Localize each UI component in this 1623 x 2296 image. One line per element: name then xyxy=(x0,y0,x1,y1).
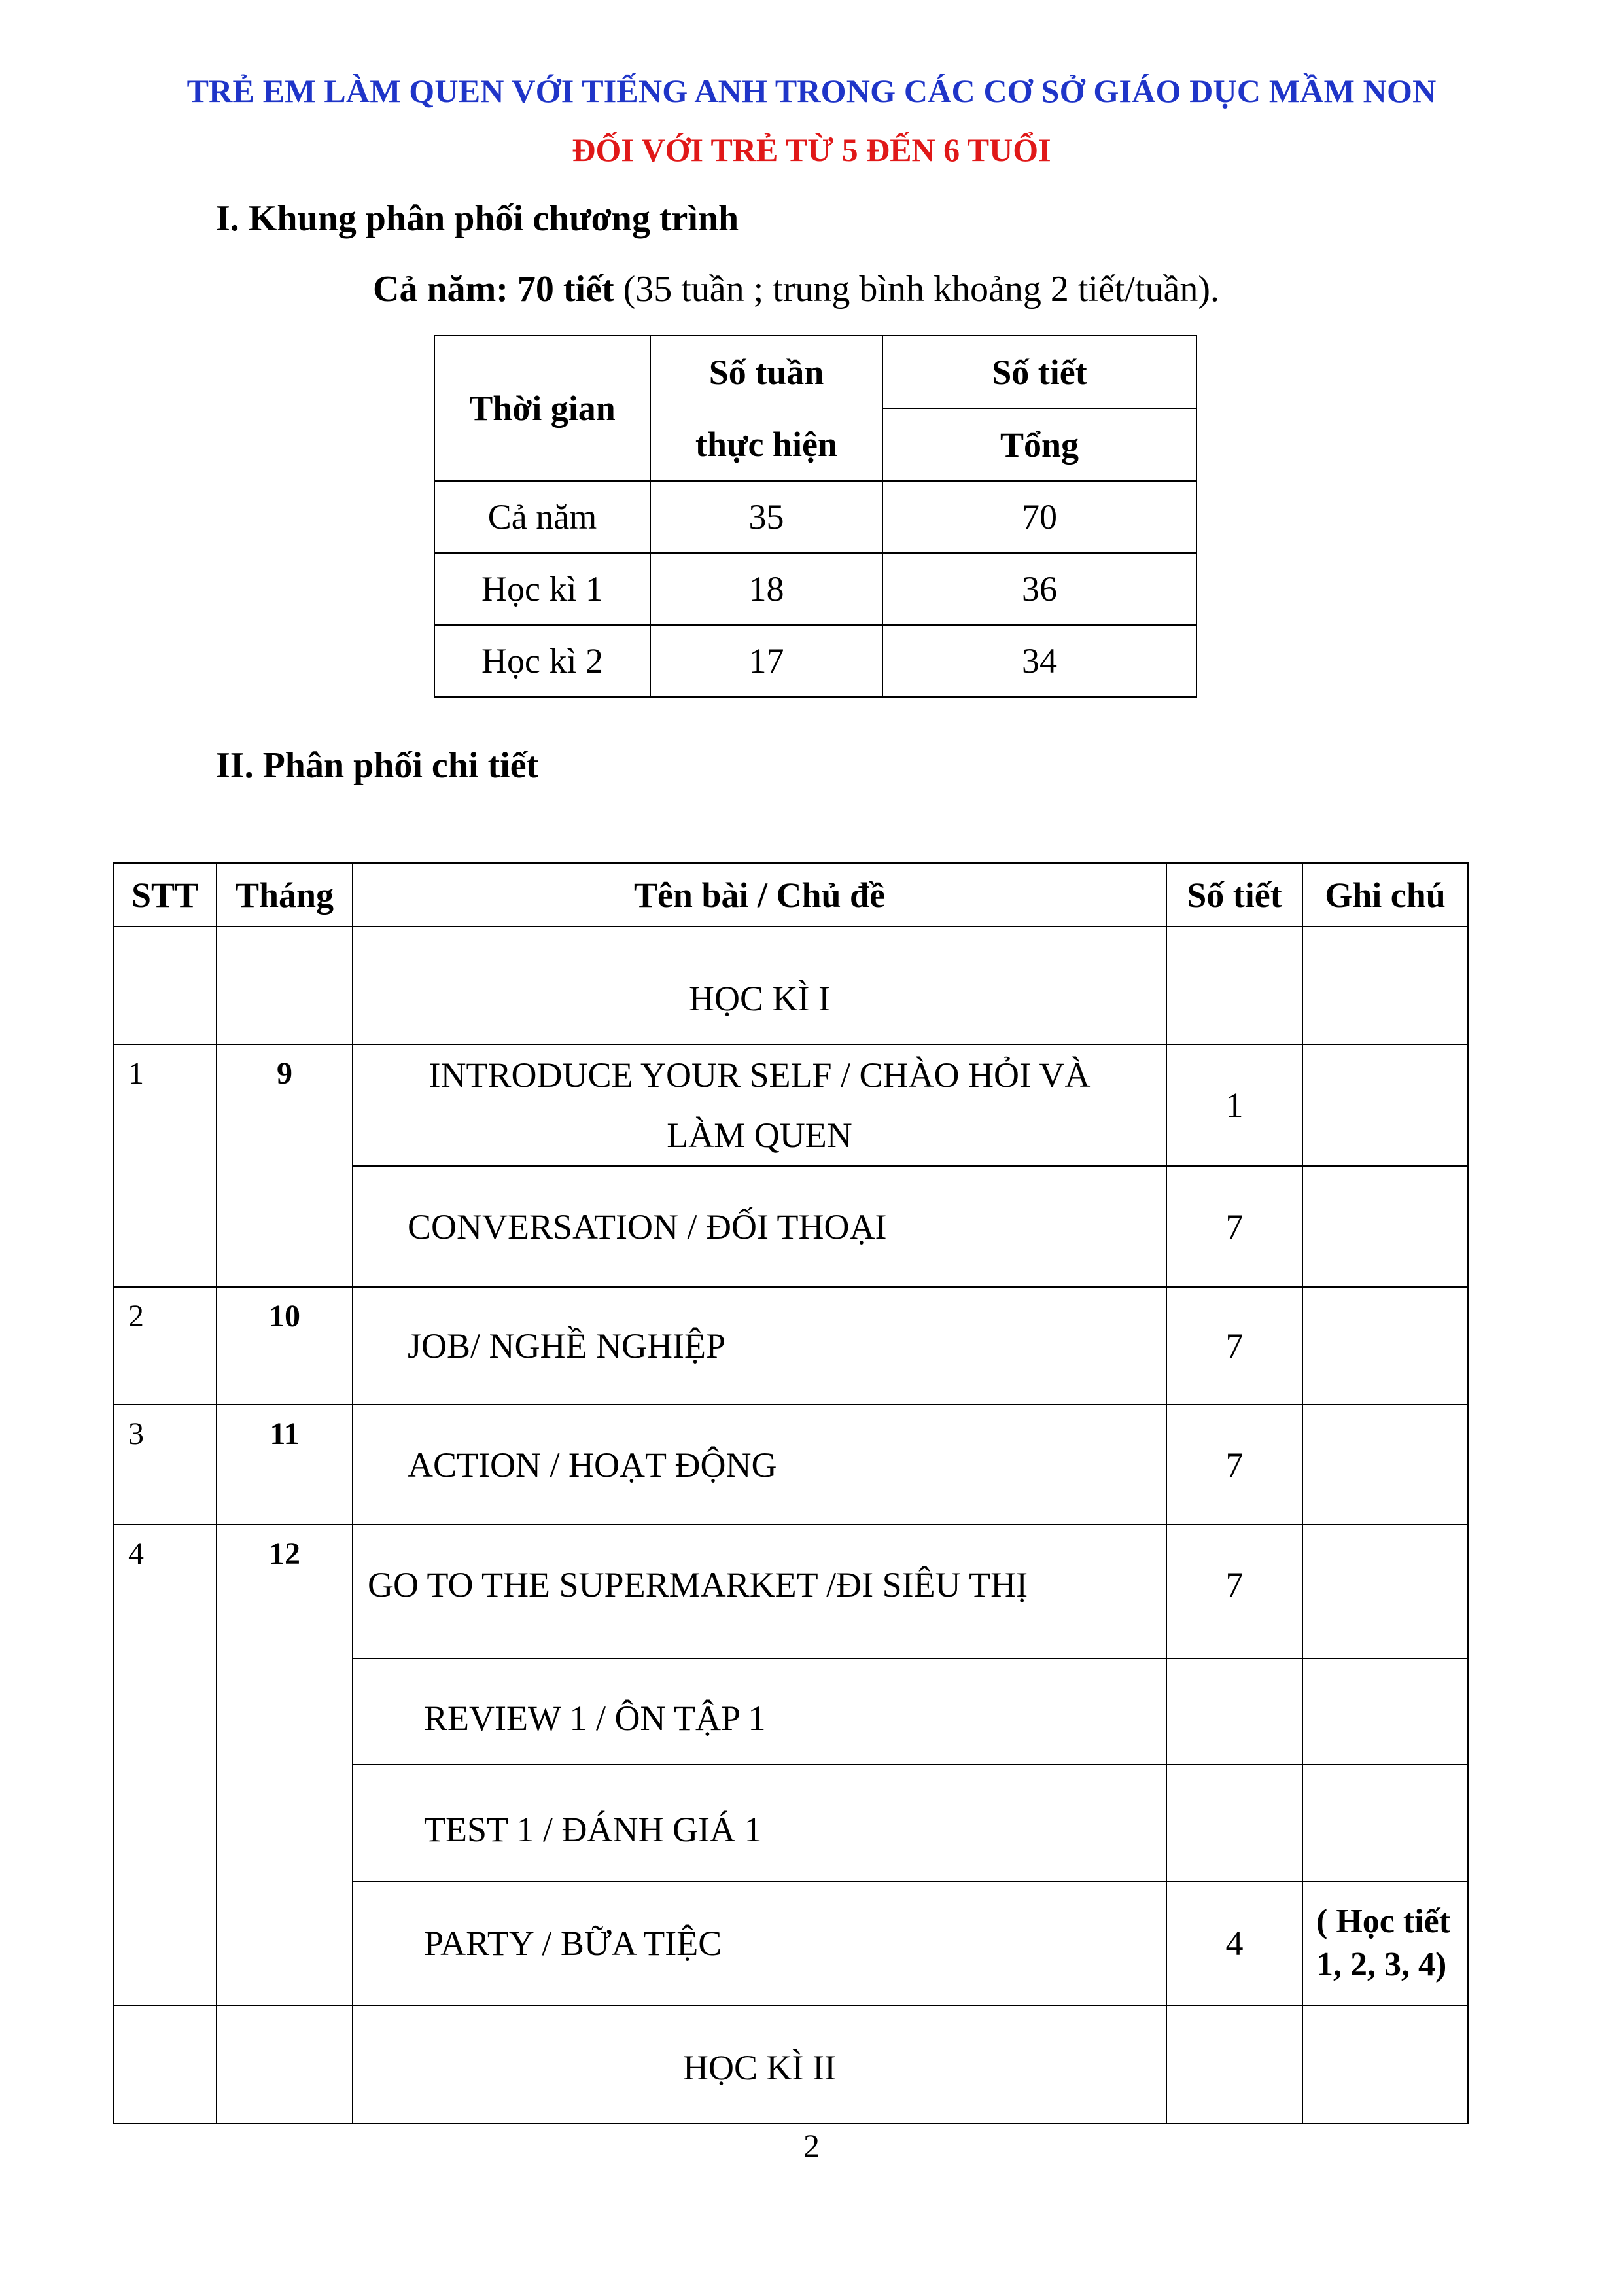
month-cell: 9 xyxy=(217,1044,353,1287)
note-cell xyxy=(1302,1287,1468,1405)
summary-weeks: 18 xyxy=(650,553,882,625)
summary-row xyxy=(434,553,1196,625)
topic-cell: REVIEW 1 / ÔN TẬP 1 xyxy=(353,1659,1166,1765)
summary-total: 34 xyxy=(882,625,1196,697)
note-line2: 1, 2, 3, 4) xyxy=(1316,1946,1447,1983)
periods-cell: 4 xyxy=(1166,1881,1302,2005)
periods-cell xyxy=(1166,1765,1302,1881)
summary-label: Cả năm xyxy=(434,481,650,553)
topic-cell: PARTY / BỮA TIỆC xyxy=(353,1881,1166,2005)
stt-cell: 1 xyxy=(113,1044,217,1287)
semester2-label: HỌC KÌ II xyxy=(353,2005,1166,2123)
program-frame-table xyxy=(434,335,1197,698)
topic-cell: GO TO THE SUPERMARKET /ĐI SIÊU THỊ xyxy=(353,1525,1166,1659)
header-total: Tổng xyxy=(882,408,1196,481)
summary-weeks: 35 xyxy=(650,481,882,553)
year-summary-line xyxy=(373,268,1219,310)
table-row xyxy=(113,1044,1468,1166)
header-time: Thời gian xyxy=(434,336,650,481)
document-title-line1: TRẺ EM LÀM QUEN VỚI TIẾNG ANH TRONG CÁC CƠ SỞ GIÁO DỤC MẦM NON xyxy=(186,73,1437,109)
note-line1: ( Học tiết xyxy=(1316,1903,1451,1940)
topic-line1: INTRODUCE YOUR SELF / CHÀO HỎI VÀ xyxy=(428,1055,1091,1095)
stt-cell: 2 xyxy=(113,1287,217,1405)
header-weeks-line1: Số tuần xyxy=(708,353,824,392)
topic-cell xyxy=(353,1044,1166,1166)
header-month: Tháng xyxy=(217,863,353,927)
semester1-row xyxy=(113,927,1468,1044)
note-cell xyxy=(1302,1044,1468,1166)
summary-weeks: 17 xyxy=(650,625,882,697)
header-topic: Tên bài / Chủ đề xyxy=(353,863,1166,927)
note-cell xyxy=(1302,1166,1468,1287)
topic-cell: CONVERSATION / ĐỐI THOẠI xyxy=(353,1166,1166,1287)
summary-label: Học kì 2 xyxy=(434,625,650,697)
periods-cell: 7 xyxy=(1166,1525,1302,1659)
header-periods: Số tiết xyxy=(882,336,1196,408)
detail-distribution-table xyxy=(113,862,1469,2124)
note-cell xyxy=(1302,1525,1468,1659)
header-weeks-line2: thực hiện xyxy=(695,425,837,464)
note-cell xyxy=(1302,1881,1468,2005)
table-row xyxy=(113,1287,1468,1405)
summary-row xyxy=(434,481,1196,553)
detail-header-row xyxy=(113,863,1468,927)
semester1-label: HỌC KÌ I xyxy=(353,927,1166,1044)
summary-row xyxy=(434,625,1196,697)
month-cell: 11 xyxy=(217,1405,353,1525)
topic-cell: JOB/ NGHỀ NGHIỆP xyxy=(353,1287,1166,1405)
periods-cell xyxy=(1166,1659,1302,1765)
header-periods: Số tiết xyxy=(1166,863,1302,927)
table-row xyxy=(113,1405,1468,1525)
month-cell: 10 xyxy=(217,1287,353,1405)
document-title-line2: ĐỐI VỚI TRẺ TỪ 5 ĐẾN 6 TUỔI xyxy=(572,132,1051,168)
section2-heading: II. Phân phối chi tiết xyxy=(216,745,539,786)
header-note: Ghi chú xyxy=(1302,863,1468,927)
periods-cell: 7 xyxy=(1166,1166,1302,1287)
semester2-row xyxy=(113,2005,1468,2123)
month-cell: 12 xyxy=(217,1525,353,2005)
year-summary-rest: (35 tuần ; trung bình khoảng 2 tiết/tuần). xyxy=(614,269,1219,309)
topic-cell: ACTION / HOẠT ĐỘNG xyxy=(353,1405,1166,1525)
page-number: 2 xyxy=(803,2127,820,2164)
stt-cell: 3 xyxy=(113,1405,217,1525)
topic-line2: LÀM QUEN xyxy=(667,1116,852,1155)
periods-cell: 7 xyxy=(1166,1405,1302,1525)
summary-total: 36 xyxy=(882,553,1196,625)
note-cell xyxy=(1302,1405,1468,1525)
periods-cell: 7 xyxy=(1166,1287,1302,1405)
note-cell xyxy=(1302,1765,1468,1881)
year-summary-bold: Cả năm: 70 tiết xyxy=(373,269,614,309)
table-row xyxy=(113,1525,1468,1659)
summary-total: 70 xyxy=(882,481,1196,553)
note-cell xyxy=(1302,1659,1468,1765)
topic-cell: TEST 1 / ĐÁNH GIÁ 1 xyxy=(353,1765,1166,1881)
stt-cell: 4 xyxy=(113,1525,217,2005)
periods-cell: 1 xyxy=(1166,1044,1302,1166)
header-stt: STT xyxy=(113,863,217,927)
section1-heading: I. Khung phân phối chương trình xyxy=(216,198,739,239)
header-weeks xyxy=(650,336,882,481)
summary-label: Học kì 1 xyxy=(434,553,650,625)
